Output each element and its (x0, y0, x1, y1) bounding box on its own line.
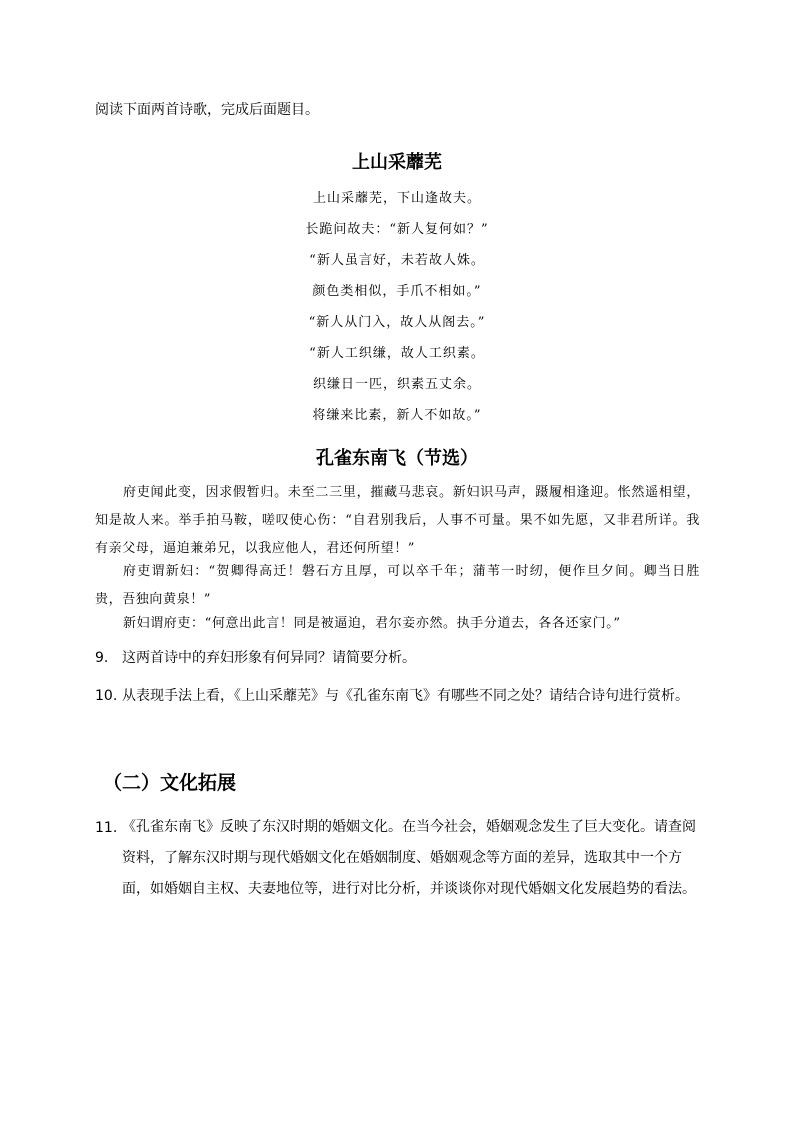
question-10 (95, 680, 705, 713)
poem1-line: 织缣日一匹，织素五丈余。 (312, 377, 481, 392)
question-text: 《孔雀东南飞》反映了东汉时期的婚姻文化。在当今社会，婚姻观念发生了巨大变化。请查阅资料，了解东汉时期与现代婚姻文化在婚姻制度、婚姻观念等方面的差异，选取其中一个方面，如婚姻自主权、夫妻地位等，进行对比分析，并谈谈你对现代婚姻文化发展趋势的看法。 (122, 819, 696, 897)
question-11 (95, 812, 705, 897)
poem1-line: 将缣来比素，新人不如故。” (312, 408, 482, 423)
question-number: 11. (95, 820, 118, 836)
question-number: 10. (95, 688, 118, 704)
poem2-paragraph: 府吏谓新妇：“贺卿得高迁！磐石方且厚，可以卒千年；蒲苇一时纫，便作旦夕间。卿当日胜贵，吾独向黄泉！” (95, 564, 700, 607)
reading-instruction: 阅读下面两首诗歌，完成后面题目。 (95, 102, 319, 118)
poem1-line: “新人虽言好，未若故人姝。 (309, 253, 485, 268)
poem1-line: 上山采蘼芜，下山逢故夫。 (312, 191, 481, 206)
poem2-title: 孔雀东南飞（节选） (316, 448, 478, 469)
poem1-line: “新人从门入，故人从阁去。” (308, 315, 486, 330)
poem1-line: “新人工织缣，故人工织素。 (309, 346, 485, 361)
poem1-line: 颜色类相似，手爪不相如。” (312, 284, 482, 299)
poem1-line: 长跪问故夫：“新人复何如？” (305, 222, 489, 237)
section-heading: （二）文化拓展 (103, 772, 237, 794)
question-text: 从表现手法上看，《上山采蘼芜》与《孔雀东南飞》有哪些不同之处？请结合诗句进行赏析。 (122, 688, 689, 704)
poem1-title: 上山采蘼芜 (352, 152, 442, 173)
question-text: 这两首诗中的弃妇形象有何异同？请简要分析。 (122, 650, 416, 666)
question-number: 9. (95, 650, 109, 666)
question-9 (95, 642, 705, 675)
poem2-paragraph: 府吏闻此变，因求假暂归。未至二三里，摧藏马悲哀。新妇识马声，蹑履相逢迎。怅然遥相望，知是故人来。举手拍马鞍，嗟叹使心伤：“自君别我后，人事不可量。果不如先愿，又非君所详。我有亲父母，逼迫兼弟兄，以我应他人，君还何所望！” (95, 485, 700, 556)
poem2-paragraph: 新妇谓府吏：“何意出此言！同是被逼迫，君尔妾亦然。执手分道去，各各还家门。” (123, 616, 621, 631)
